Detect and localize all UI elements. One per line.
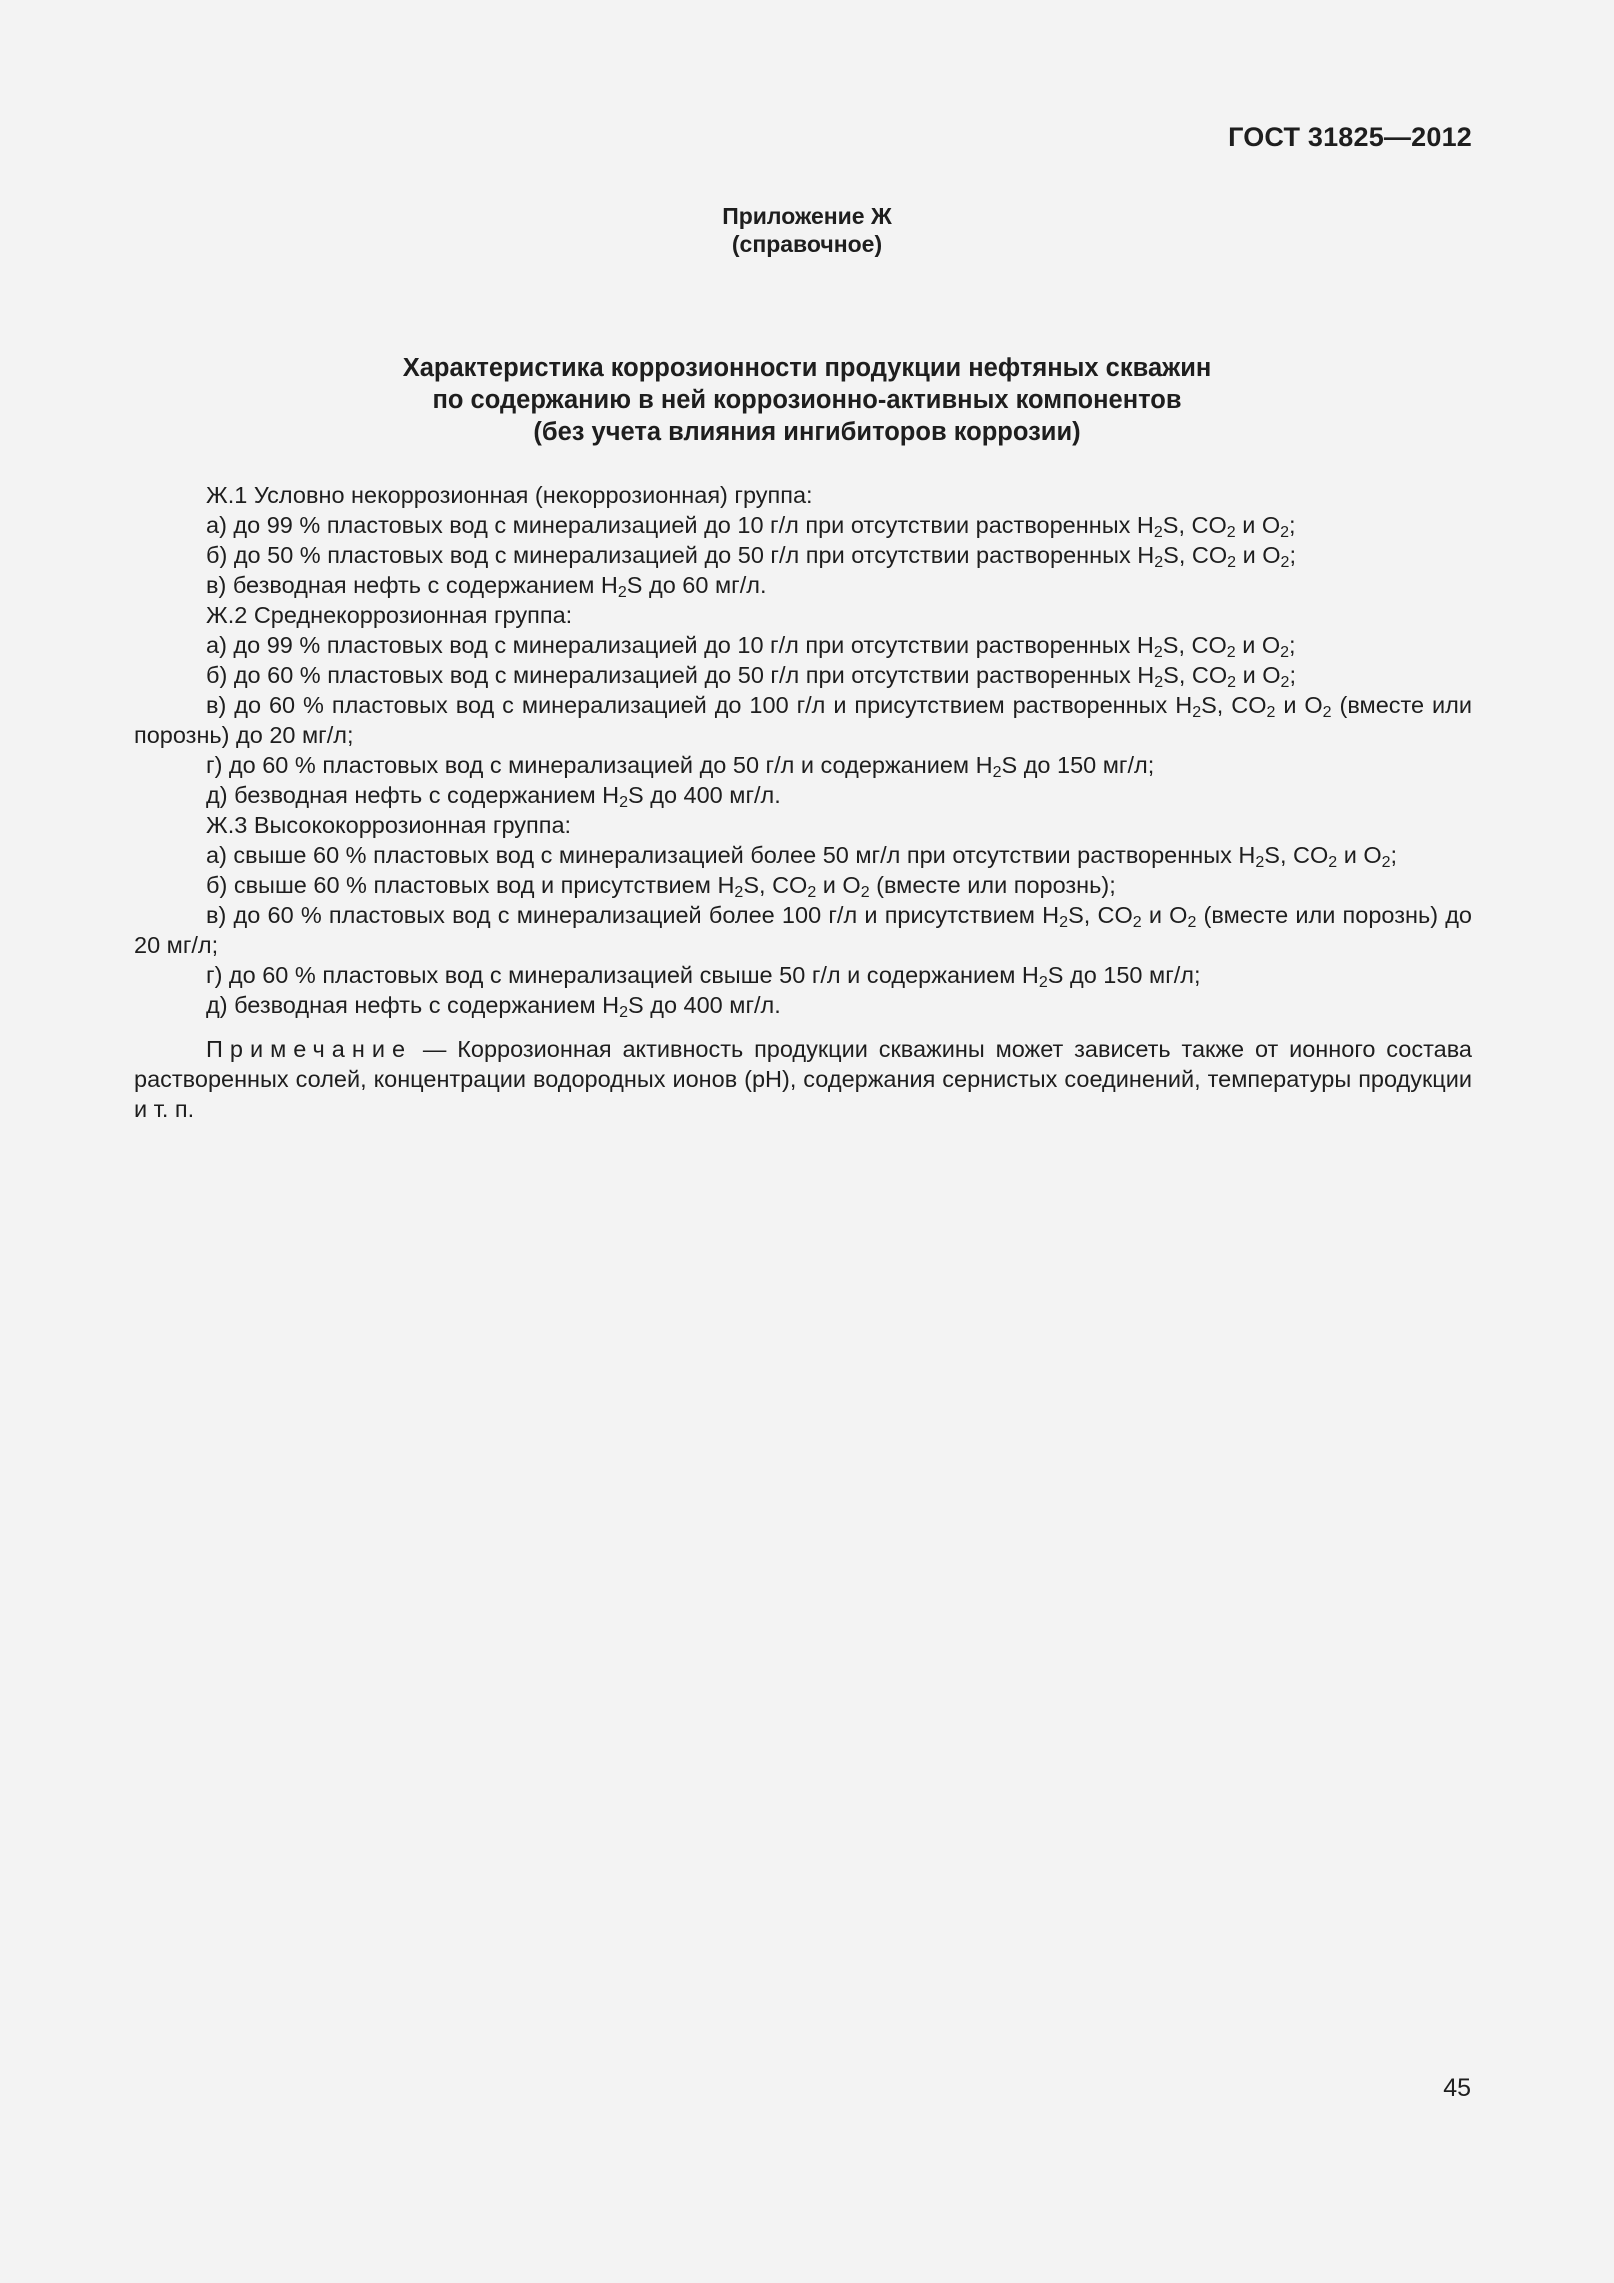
- chemical-formula: $CO_2$: [1191, 632, 1236, 661]
- group-3-item-b: б) свыше 60 % пластовых вод и присутствием $H_2S$, $CO_2$ и $O_2$ (вместе или порознь);: [206, 872, 1116, 901]
- appendix-status: (справочное): [731, 231, 883, 257]
- document-code: ГОСТ 31825—2012: [1228, 122, 1472, 152]
- chemical-formula: $H_2$: [1042, 902, 1069, 931]
- group-2-item-b: б) до 60 % пластовых вод с минерализацией до 50 г/л при отсутствии растворенных $H_2S$, $CO_2$ и $O_2$;: [206, 662, 1296, 691]
- chemical-formula: $H_2$: [717, 872, 744, 901]
- chemical-formula: $H_2$: [1175, 692, 1202, 721]
- chemical-formula: $H_2$: [1238, 842, 1265, 871]
- chemical-formula: $CO_2$: [1097, 902, 1142, 931]
- note-text: — Коррозионная активность продукции скважины может зависеть также от ионного состава растворенных солей, концентрации водородных ионов (pH), содержания сернистых соединений, температуры продукции и т. п.: [134, 1036, 1472, 1122]
- chemical-formula: $H_2$: [602, 992, 629, 1021]
- chemical-formula: $CO_2$: [1191, 662, 1237, 691]
- group-3-item-d: д) безводная нефть с содержанием $H_2S$ до 400 мг/л.: [206, 992, 781, 1021]
- chemical-formula: $CO_2$: [1191, 542, 1237, 571]
- title-line-2: по содержанию в ней коррозионно-активных компонентов: [432, 386, 1182, 414]
- chemical-formula: $H_2$: [1137, 542, 1164, 571]
- chemical-formula: $H_2$: [600, 572, 627, 601]
- group-1-item-b: б) до 50 % пластовых вод с минерализацией до 50 г/л при отсутствии растворенных $H_2S$, $CO_2$ и $O_2$;: [206, 542, 1296, 571]
- chemical-formula: $H_2$: [1136, 632, 1163, 661]
- group-3-item-g: г) до 60 % пластовых вод с минерализацией свыше 50 г/л и содержанием $H_2S$ до 150 мг/л;: [206, 962, 1201, 991]
- title-line-1: Характеристика коррозионности продукции нефтяных скважин: [402, 354, 1212, 382]
- chemical-formula: $O_2$: [1169, 902, 1197, 931]
- chemical-formula: $CO_2$: [1293, 842, 1338, 871]
- group-2-heading: Ж.2 Среднекоррозионная группа:: [206, 602, 573, 628]
- chemical-formula: $CO_2$: [1191, 512, 1236, 541]
- chemical-formula: $O_2$: [1262, 662, 1290, 691]
- chemical-formula: $O_2$: [1261, 512, 1290, 541]
- chemical-formula: $O_2$: [1304, 692, 1332, 721]
- group-1-heading: Ж.1 Условно некоррозионная (некоррозионная) группа:: [206, 482, 813, 508]
- appendix-label: Приложение Ж: [722, 203, 892, 229]
- chemical-formula: $H_2$: [1136, 512, 1163, 541]
- appendix-title: [0, 352, 1614, 448]
- note-label: Примечание: [206, 1036, 413, 1062]
- chemical-formula: $O_2$: [1363, 842, 1391, 871]
- group-2-item-a: а) до 99 % пластовых вод с минерализацией до 10 г/л при отсутствии растворенных $H_2S$, $CO_2$ и $O_2$;: [206, 632, 1296, 661]
- group-3-item-a: а) свыше 60 % пластовых вод с минерализацией более 50 мг/л при отсутствии растворенных $H_2S$, $CO_2$ и $O_2$;: [206, 842, 1398, 871]
- appendix-heading: [0, 202, 1614, 258]
- title-line-3: (без учета влияния ингибиторов коррозии): [533, 418, 1081, 446]
- document-body: [134, 480, 1472, 1124]
- chemical-formula: $H_2$: [975, 752, 1002, 781]
- chemical-formula: $CO_2$: [772, 872, 817, 901]
- chemical-formula: $H_2$: [1137, 662, 1164, 691]
- group-1-item-v: в) безводная нефть с содержанием $H_2S$ до 60 мг/л.: [206, 572, 767, 601]
- group-1-item-a: а) до 99 % пластовых вод с минерализацией до 10 г/л при отсутствии растворенных $H_2S$, $CO_2$ и $O_2$;: [206, 512, 1296, 541]
- group-3-heading: Ж.3 Высококоррозионная группа:: [206, 812, 572, 838]
- note-paragraph: [134, 1034, 1472, 1124]
- group-2-item-v: в) до 60 % пластовых вод с минерализацией до 100 г/л и присутствием растворенных $H_2S$, $CO_2$ и $O_2$ (вместе или порознь) до 20 мг/л;: [134, 692, 1473, 748]
- chemical-formula: $O_2$: [1261, 632, 1290, 661]
- page-number: 45: [1443, 2074, 1471, 2102]
- chemical-formula: $CO_2$: [1231, 692, 1276, 721]
- chemical-formula: $O_2$: [1262, 542, 1290, 571]
- group-2-item-d: д) безводная нефть с содержанием $H_2S$ до 400 мг/л.: [206, 782, 781, 811]
- group-2-item-g: г) до 60 % пластовых вод с минерализацией до 50 г/л и содержанием $H_2S$ до 150 мг/л;: [206, 752, 1155, 781]
- chemical-formula: $H_2$: [602, 782, 629, 811]
- chemical-formula: $H_2$: [1021, 962, 1048, 991]
- group-3-item-v: в) до 60 % пластовых вод с минерализацией более 100 г/л и присутствием $H_2S$, $CO_2$ и $O_2$ (вместе или порознь) до 20 мг/л;: [134, 902, 1472, 958]
- chemical-formula: $O_2$: [842, 872, 870, 901]
